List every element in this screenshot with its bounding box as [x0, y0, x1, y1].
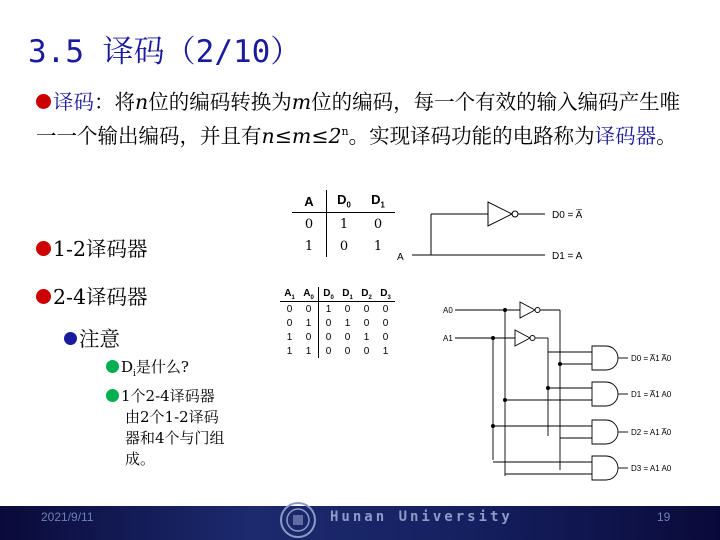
text-span: ：将	[94, 90, 135, 114]
table-cell: 0	[299, 330, 319, 344]
junction-dot	[491, 336, 495, 340]
table-header: A	[292, 190, 327, 213]
circuit2-in0-label: A0	[443, 306, 453, 315]
table-header: $A_1$	[280, 287, 299, 302]
circuit1-input-label: A	[397, 252, 404, 263]
text-span: D	[121, 358, 134, 376]
and-gate-d2	[592, 420, 618, 444]
not-gate	[488, 202, 512, 226]
bullet-text: 1-2译码器	[53, 237, 148, 261]
text-line: 由2个1-2译码	[125, 408, 219, 426]
table-header: $D_1$	[361, 190, 395, 213]
table-cell: 0	[373, 216, 383, 232]
junction-dot	[491, 424, 495, 428]
table-cell: 0	[382, 317, 389, 329]
not-gate	[515, 330, 530, 346]
term-label: 译码	[53, 90, 94, 114]
table-header: $A_0$	[299, 287, 319, 302]
table-header: $D_1$	[338, 287, 357, 302]
table-cell: 0	[344, 345, 351, 357]
circuit2-out3-label: D3 = A1 A0	[631, 464, 672, 473]
table-cell: 0	[339, 238, 349, 254]
bullet-text: 注意	[79, 327, 120, 351]
table-cell: 1	[373, 238, 383, 254]
table-cell: 1	[299, 344, 319, 358]
table-cell: 1	[286, 345, 293, 357]
term-decoder: 译码器	[594, 123, 657, 148]
table-cell: 0	[344, 331, 351, 343]
circuit2-out0-label: D0 = A̅1 A̅0	[631, 354, 672, 363]
text-span: 。	[656, 123, 677, 148]
and-gate-d1	[592, 382, 618, 406]
table-header: $D_0$	[319, 287, 339, 302]
not-gate	[520, 302, 535, 318]
table-cell: 1	[339, 216, 349, 232]
var-m: m	[291, 90, 312, 114]
table-cell: 1	[363, 331, 370, 343]
text-line: 1个2-4译码器	[121, 387, 215, 405]
junction-dot	[546, 386, 550, 390]
junction-dot	[503, 398, 507, 402]
table-cell: 0	[363, 317, 370, 329]
inequality-sup: n	[341, 125, 349, 138]
table-cell: 0	[286, 303, 293, 315]
text-line: 成。	[125, 450, 156, 468]
table-cell: 0	[325, 331, 332, 343]
junction-dot	[558, 362, 562, 366]
table-cell: 1	[292, 235, 327, 257]
circuit1-out1-label: D1 = A	[552, 251, 583, 262]
circuit-1-2-decoder	[412, 202, 545, 255]
table-cell: 1	[286, 331, 293, 343]
circuit1-out0-label: D0 = A̅	[552, 210, 583, 221]
table-cell: 0	[325, 317, 332, 329]
var-n: n	[135, 90, 149, 114]
table-header: $D_2$	[357, 287, 376, 302]
inequality: n≤m≤2	[261, 123, 342, 148]
table-cell: 0	[325, 345, 332, 357]
table-cell: 0	[382, 331, 389, 343]
table-cell: 1	[299, 316, 319, 330]
table-cell: 0	[286, 317, 293, 329]
table-cell: 0	[344, 303, 351, 315]
text-line: 器和4个与门组	[125, 429, 225, 447]
table-header: $D_3$	[376, 287, 395, 302]
text-span: 是什么?	[135, 358, 189, 376]
circuit2-in1-label: A1	[443, 334, 453, 343]
footer-date: 2021/9/11	[41, 510, 94, 524]
table-header: $D_0$	[327, 190, 362, 213]
table-cell: 0	[299, 302, 319, 317]
table-cell: 1	[344, 317, 351, 329]
text-span: 位的编码，每一个有效的输入编码产生唯一一个输出编码，并且有	[36, 90, 681, 148]
table-cell: 1	[325, 303, 332, 315]
circuit2-out1-label: D1 = A̅1 A0	[631, 390, 672, 399]
slide-title: 3.5 译码（2/10）	[28, 34, 302, 70]
text-span: 。实现译码功能的电路称为	[348, 123, 595, 148]
footer-page-number: 19	[657, 510, 671, 524]
table-cell: 0	[363, 303, 370, 315]
bullet-text: 2-4译码器	[53, 285, 148, 309]
footer-university: Hunan University	[330, 509, 513, 525]
circuit2-out2-label: D2 = A1 A̅0	[631, 428, 672, 437]
table-cell: 1	[382, 345, 389, 357]
junction-dot	[503, 308, 507, 312]
university-seal-icon	[268, 500, 328, 540]
table-cell: 0	[382, 303, 389, 315]
and-gate-d3	[592, 456, 618, 480]
text-span: 位的编码转换为	[148, 90, 292, 114]
and-gate-d0	[592, 346, 618, 370]
table-cell: 0	[292, 213, 327, 236]
table-cell: 0	[363, 345, 370, 357]
subscript: i	[133, 369, 136, 379]
circuit-2-4-decoder	[455, 302, 628, 480]
junction-dots	[491, 308, 562, 428]
